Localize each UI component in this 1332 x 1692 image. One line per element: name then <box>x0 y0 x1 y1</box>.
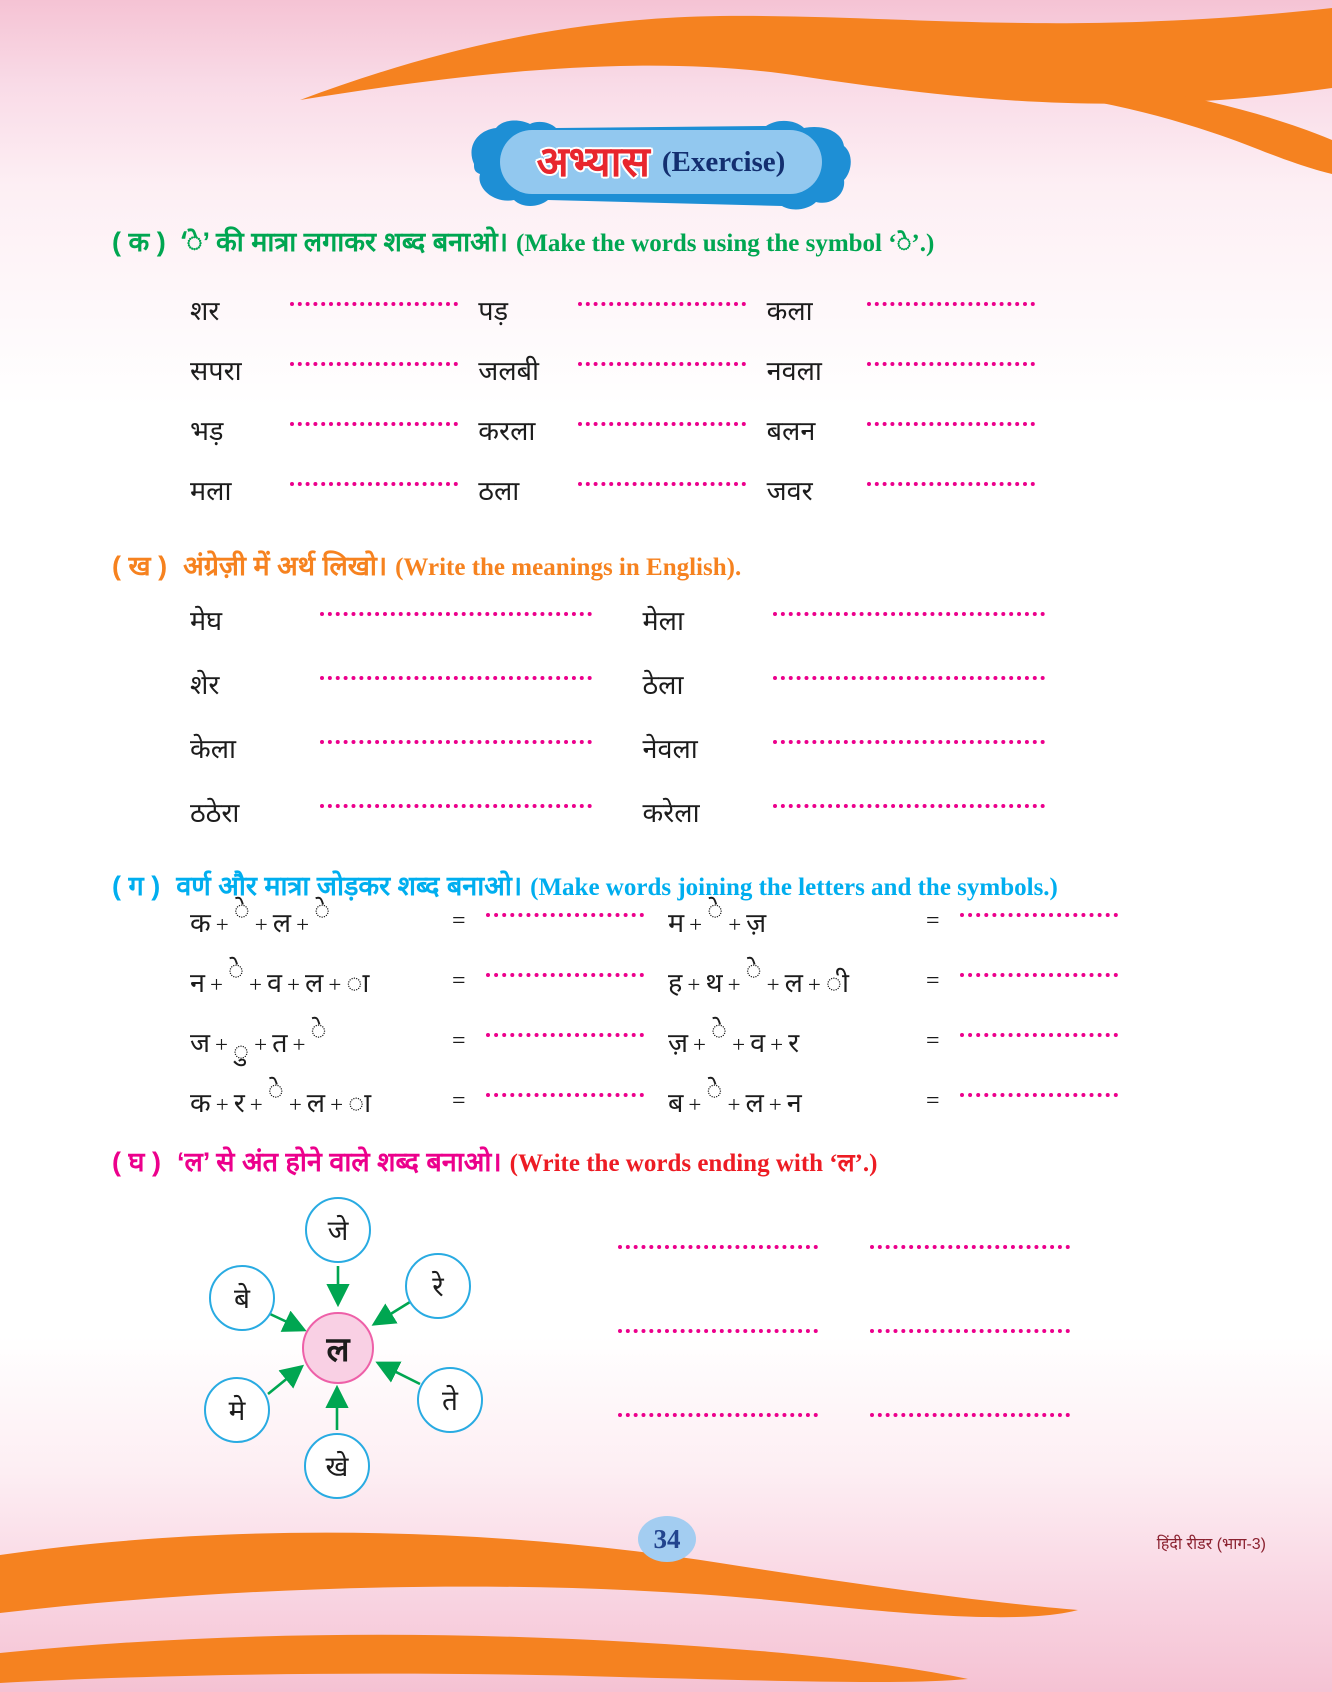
equation-parts: क + े + ल + े <box>190 894 331 938</box>
word-cell <box>478 352 766 386</box>
equals-sign: = <box>452 1087 466 1114</box>
hindi-word: जवर <box>766 475 813 506</box>
equation-parts: ज + ु + त + े <box>190 1014 327 1066</box>
equation <box>668 1014 1150 1060</box>
equation-parts: ज़ + े + व + र <box>668 1014 800 1058</box>
equation-parts: ब + े + ल + न <box>668 1074 802 1118</box>
hindi-word: शर <box>190 295 220 326</box>
page-number-badge <box>638 1516 696 1562</box>
answer-dotted-line <box>618 1245 818 1249</box>
answer-dotted-line <box>486 913 644 917</box>
hindi-word: बलन <box>766 415 816 446</box>
answer-dotted-line <box>618 1413 818 1417</box>
section-ka-heading-hindi: ‘े’ की मात्रा लगाकर शब्द बनाओ। <box>181 227 508 257</box>
word-cell <box>478 412 766 446</box>
hindi-word: केला <box>190 733 237 764</box>
section-gha-heading <box>112 1142 877 1179</box>
equals-sign: = <box>926 907 940 934</box>
answer-dotted-line <box>867 422 1035 426</box>
equation <box>668 894 1150 940</box>
equation-parts: क + र + े + ल + ा <box>190 1074 372 1118</box>
answer-dotted-line <box>486 1093 644 1097</box>
answer-dotted-line <box>773 740 1045 744</box>
word-cell <box>643 602 1096 636</box>
answer-dotted-line <box>773 804 1045 808</box>
answer-dotted-line <box>486 973 644 977</box>
hindi-word: ठठेरा <box>190 797 240 828</box>
answer-dotted-line <box>960 913 1118 917</box>
center-letter: ल <box>326 1332 350 1369</box>
edition-label: हिंदी रीडर (भाग-3) <box>1156 1536 1266 1553</box>
hindi-word: ठेला <box>642 669 684 700</box>
word-cell <box>643 794 1096 828</box>
answer-dotted-line <box>320 740 592 744</box>
word-cell <box>190 472 478 506</box>
satellite-syllable: जे <box>327 1216 349 1247</box>
satellite-syllable: खे <box>325 1452 349 1483</box>
hindi-word: नवला <box>766 355 822 386</box>
equals-sign: = <box>926 1027 940 1054</box>
answer-dotted-line <box>773 676 1045 680</box>
satellite-syllable: रे <box>432 1272 444 1303</box>
answer-dotted-line <box>578 482 746 486</box>
satellite-circle <box>304 1433 370 1499</box>
equals-sign: = <box>452 907 466 934</box>
satellite-circle <box>417 1367 483 1433</box>
answer-dotted-line <box>618 1329 818 1333</box>
section-kha-heading-english: (Write the meanings in English). <box>395 554 742 581</box>
word-row <box>190 730 1095 764</box>
satellite-circle <box>405 1253 471 1319</box>
answer-dotted-line <box>870 1413 1070 1417</box>
section-gha-heading-english: (Write the words ending with ‘ल’.) <box>509 1150 878 1177</box>
answer-dotted-line <box>960 1033 1118 1037</box>
word-cell <box>767 352 1055 386</box>
equation <box>190 1074 668 1120</box>
word-cell <box>767 292 1055 326</box>
answer-dotted-line <box>870 1329 1070 1333</box>
satellite-syllable: मे <box>228 1396 246 1427</box>
equation-row <box>190 1074 1150 1120</box>
word-row <box>190 794 1095 828</box>
answer-dotted-line <box>867 302 1035 306</box>
hindi-word: ठला <box>478 475 520 506</box>
hindi-word: कला <box>766 295 813 326</box>
answer-dotted-line <box>867 362 1035 366</box>
word-row <box>190 666 1095 700</box>
equation <box>190 954 668 1000</box>
answer-dotted-line <box>320 612 592 616</box>
hindi-word: सपरा <box>190 355 242 386</box>
satellite-circle <box>305 1197 371 1263</box>
answer-dotted-line <box>320 804 592 808</box>
answer-dotted-line <box>960 1093 1118 1097</box>
hindi-word: भड़ <box>190 415 224 446</box>
section-ka-heading <box>112 222 934 259</box>
answer-dotted-line <box>290 422 458 426</box>
section-kha-label: ( ख ) <box>112 551 168 581</box>
equation-parts: म + े + ज़ <box>668 894 767 938</box>
satellite-syllable: बे <box>234 1284 250 1315</box>
answer-dotted-line <box>320 676 592 680</box>
word-cell <box>478 472 766 506</box>
word-cell <box>190 730 643 764</box>
section-kha-heading <box>112 546 741 583</box>
answer-dotted-line <box>290 362 458 366</box>
answer-row <box>618 1245 1070 1259</box>
word-cell <box>767 412 1055 446</box>
answer-dotted-line <box>960 973 1118 977</box>
equation <box>190 894 668 940</box>
word-cell <box>643 666 1096 700</box>
hindi-word: शेर <box>190 669 220 700</box>
answer-dotted-line <box>578 302 746 306</box>
answer-dotted-line <box>486 1033 644 1037</box>
hindi-word: मेला <box>642 605 684 636</box>
section-ka-heading-english: (Make the words using the symbol ‘े’.) <box>516 230 935 257</box>
section-gha-label: ( घ ) <box>112 1147 161 1177</box>
answer-dotted-line <box>773 612 1045 616</box>
word-cell <box>478 292 766 326</box>
section-ka-word-grid <box>190 292 1055 532</box>
equation-row <box>190 1014 1150 1066</box>
equation-parts: न + े + व + ल + ा <box>190 954 370 998</box>
satellite-circle <box>209 1265 275 1331</box>
hindi-word: पड़ <box>478 295 509 326</box>
center-circle <box>302 1312 374 1384</box>
section-ga-heading-english: (Make words joining the letters and the symbols.) <box>530 874 1058 901</box>
word-cell <box>190 602 643 636</box>
answer-row <box>618 1413 1070 1427</box>
section-ga-equation-grid <box>190 894 1150 1142</box>
word-row <box>190 292 1055 326</box>
word-cell <box>190 794 643 828</box>
word-row <box>190 472 1055 506</box>
equals-sign: = <box>926 1087 940 1114</box>
word-cell <box>190 292 478 326</box>
answer-dotted-line <box>578 422 746 426</box>
satellite-circle <box>204 1377 270 1443</box>
satellite-syllable: ते <box>442 1386 458 1417</box>
exercise-title-english: (Exercise) <box>661 145 786 178</box>
section-kha-heading-hindi: अंग्रेज़ी में अर्थ लिखो। <box>183 551 388 581</box>
word-cell <box>643 730 1096 764</box>
section-ga-label: ( ग ) <box>112 871 161 901</box>
equation <box>190 1014 668 1066</box>
equals-sign: = <box>452 967 466 994</box>
equation-row <box>190 954 1150 1000</box>
hindi-word: करला <box>478 415 536 446</box>
hindi-word: करेला <box>642 797 700 828</box>
exercise-title-hindi: अभ्यास <box>536 138 650 185</box>
equation-row <box>190 894 1150 940</box>
equation <box>668 954 1150 1000</box>
section-ga-heading <box>112 866 1058 903</box>
hindi-word: मला <box>190 475 232 506</box>
word-wheel-diagram <box>182 1198 512 1498</box>
equation <box>668 1074 1150 1120</box>
word-cell <box>190 666 643 700</box>
word-cell <box>767 472 1055 506</box>
section-gha-answers <box>618 1245 1070 1497</box>
word-row <box>190 602 1095 636</box>
equals-sign: = <box>926 967 940 994</box>
answer-dotted-line <box>578 362 746 366</box>
page-number: 34 <box>653 1523 681 1554</box>
section-kha-word-grid <box>190 602 1095 858</box>
word-row <box>190 412 1055 446</box>
exercise-banner <box>448 116 868 212</box>
section-ga-heading-hindi: वर्ण और मात्रा जोड़कर शब्द बनाओ। <box>176 871 523 901</box>
answer-dotted-line <box>290 302 458 306</box>
answer-row <box>618 1329 1070 1343</box>
equation-parts: ह + थ + े + ल + ी <box>668 954 849 998</box>
word-row <box>190 352 1055 386</box>
answer-dotted-line <box>870 1245 1070 1249</box>
hindi-word: नेवला <box>642 733 698 764</box>
section-ka-label: ( क ) <box>112 227 166 257</box>
hindi-word: मेघ <box>190 605 223 636</box>
banner-panel <box>500 130 822 194</box>
answer-dotted-line <box>290 482 458 486</box>
hindi-word: जलबी <box>478 355 540 386</box>
word-cell <box>190 412 478 446</box>
word-cell <box>190 352 478 386</box>
answer-dotted-line <box>867 482 1035 486</box>
section-gha-heading-hindi: ‘ल’ से अंत होने वाले शब्द बनाओ। <box>176 1147 502 1177</box>
equals-sign: = <box>452 1027 466 1054</box>
